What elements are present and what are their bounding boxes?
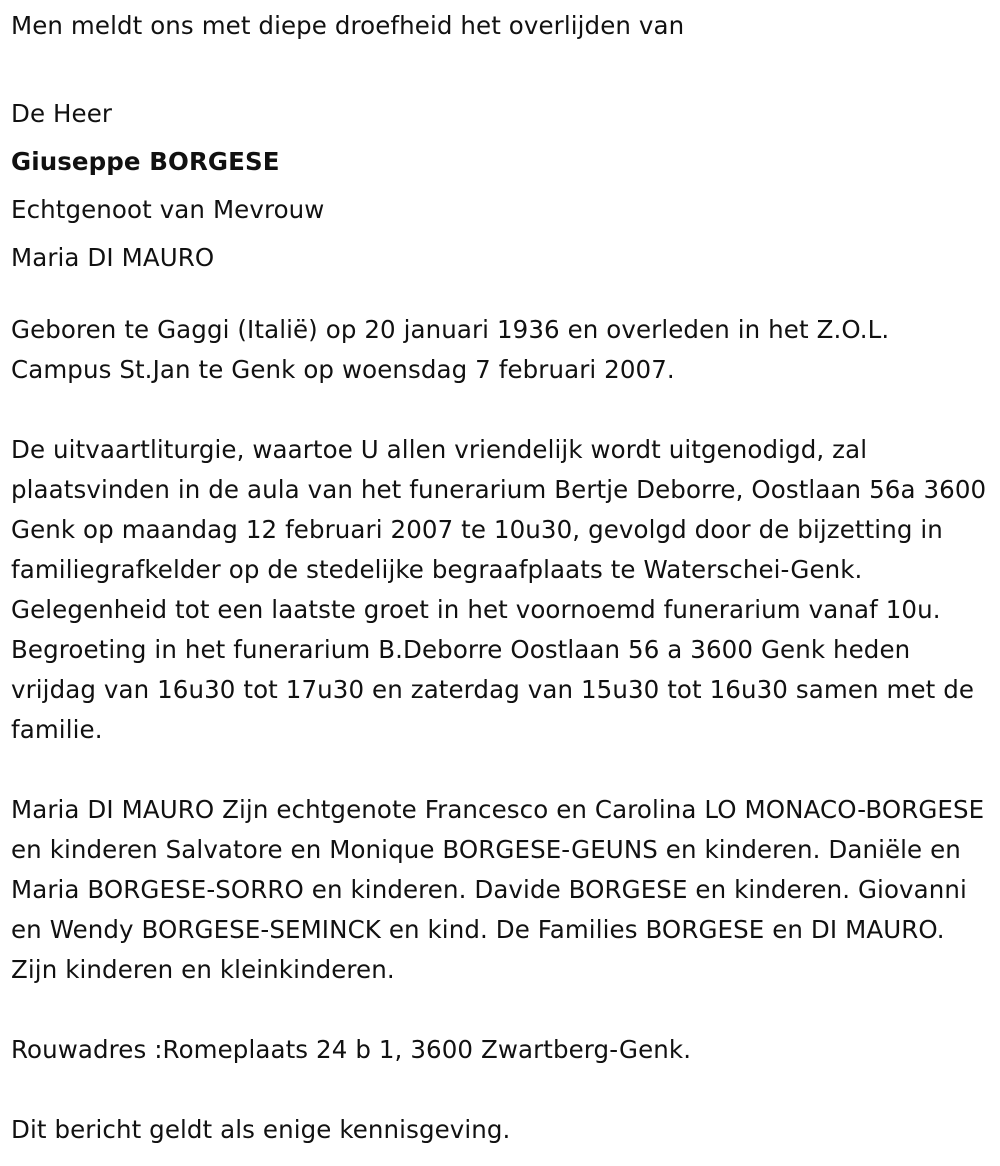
announcement-document [11, 6, 991, 1150]
spacer [11, 990, 991, 1030]
spacer [11, 1070, 991, 1110]
spacer [11, 390, 991, 430]
salutation: De Heer [11, 99, 113, 128]
spacer [11, 286, 991, 310]
spouse-line: Echtgenoot van Mevrouw [11, 195, 325, 224]
spacer [11, 54, 991, 94]
closing-line: Dit bericht geldt als enige kennisgeving. [11, 1115, 511, 1144]
ceremony-paragraph: De uitvaartliturgie, waartoe U allen vriendelijk wordt uitgenodigd, zal plaatsvinden in de aula van het funerarium Bertje Deborre, Oostlaan 56a 3600 Genk op maandag 12 februari 2007 te 10u30, gevolgd door de bijzetting in familiegrafkelder op de stedelijke begraafplaats te Waterschei-Genk. Gelegenheid tot een laatste groet in het voornoemd funerarium vanaf 10u. Begroeting in het funerarium B.Deborre Oostlaan 56 a 3600 Genk heden vrijdag van 16u30 tot 17u30 en zaterdag van 15u30 tot 16u30 samen met de familie. [11, 435, 987, 744]
intro-text: Men meldt ons met diepe droefheid het overlijden van [11, 11, 685, 40]
spacer [11, 750, 991, 790]
birth-death-paragraph: Geboren te Gaggi (Italië) op 20 januari 1936 en overleden in het Z.O.L. Campus St.Jan te Genk op woensdag 7 februari 2007. [11, 315, 890, 384]
address-line: Rouwadres :Romeplaats 24 b 1, 3600 Zwartberg-Genk. [11, 1035, 692, 1064]
spouse-name: Maria DI MAURO [11, 243, 215, 272]
deceased-name: Giuseppe BORGESE [11, 147, 280, 176]
family-paragraph: Maria DI MAURO Zijn echtgenote Francesco en Carolina LO MONACO-BORGESE en kinderen Salvatore en Monique BORGESE-GEUNS en kinderen. Daniële en Maria BORGESE-SORRO en kinderen. Davide BORGESE en kinderen. Giovanni en Wendy BORGESE-SEMINCK en kind. De Families BORGESE en DI MAURO. Zijn kinderen en kleinkinderen. [11, 795, 985, 984]
